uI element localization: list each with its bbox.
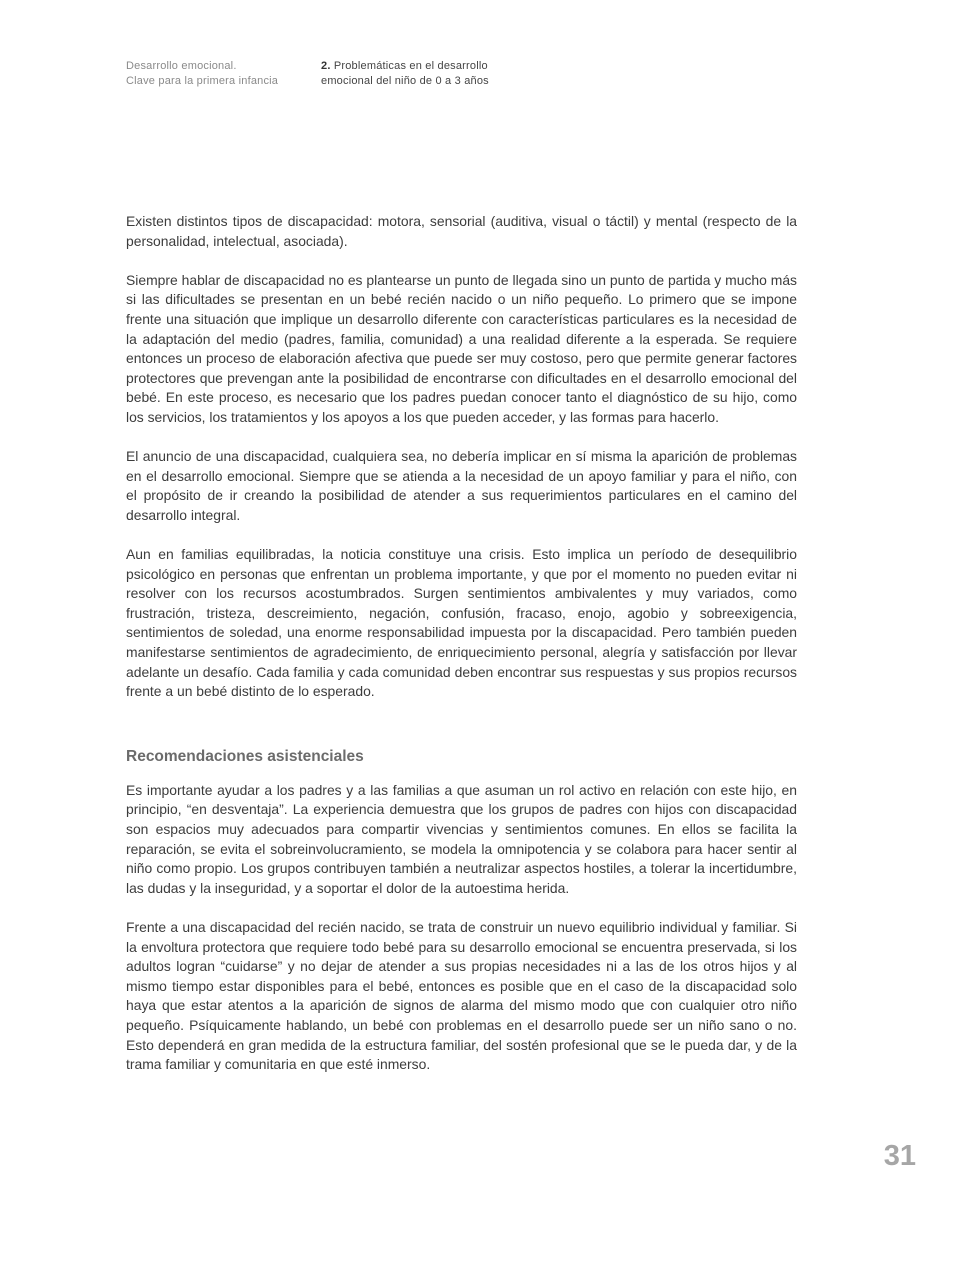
paragraph-family-crisis: Aun en familias equilibradas, la noticia constituye una crisis. Esto implica un período de desequilibrio psicológico en personas que enfrentan un problema importante, y que por el momento no pueden evitar ni resolver con los recursos acostumbrados. Surgen sentimientos ambivalentes y muy variados, como frustración, tristeza, descreimiento, negación, confusión, fracaso, enojo, agobio y sobreexigencia, sentimientos de soledad, una enorme responsabilidad impuesta por la discapacidad. Pero también pueden manifestarse sentimientos de agradecimiento, de enriquecimiento personal, alegría y satisfacción por llevar adelante un desafío. Cada familia y cada comunidad deben encontrar sus respuestas y sus propios recursos frente a un bebé distinto de lo esperado. (126, 546, 797, 700)
paragraph-new-equilibrium: Frente a una discapacidad del recién nacido, se trata de construir un nuevo equilibrio individual y familiar. Si la envoltura protectora que requiere todo bebé para su desarrollo emocional se encuentra preservada, si los adultos logran “cuidarse” y no dejar de atender a sus propias necesidades ni a las de los otros hijos y al mismo tiempo estar disponibles para el bebé, entonces es posible que en el caso de la discapacidad solo haya que estar atentos a la aparición de signos de alarma del mismo modo que con cualquier otro niño pequeño. Psíquicamente hablando, un bebé con problemas en el desarrollo puede ser un niño sano o no. Esto dependerá en gran medida de la estructura familiar, del sostén profesional que se le pueda dar, y de la trama familiar y comunitaria en que esté inmerso. (126, 919, 797, 1073)
chapter-title-line2: emocional del niño de 0 a 3 años (321, 75, 489, 87)
page-number: 31 (883, 1140, 916, 1172)
section-heading: Recomendaciones asistenciales (126, 747, 364, 765)
chapter-title-text1: Problemáticas en el desarrollo (333, 60, 488, 72)
running-header-chapter-title (321, 59, 489, 89)
paragraph-parent-groups: Es importante ayudar a los padres y a las familias a que asuman un rol activo en relación con este hijo, en principio, “en desventaja”. La experiencia demuestra que los grupos de padres con hijos con discapacidad son espacios muy adecuados para compartir vivencias y sentimientos comunes. En ellos se facilita la reparación, se evita el sobreinvolucramiento, se modela la omnipotencia y se colabora para hacer sentir al niño como propio. Los grupos contribuyen también a neutralizar aspectos hostiles, a tolerar la incertidumbre, las dudas y la inseguridad, y a soportar el dolor de la autoestima herida. (126, 781, 797, 896)
book-title-line2: Clave para la primera infancia (126, 75, 279, 87)
book-title-line1: Desarrollo emocional. (126, 60, 237, 72)
page-body (126, 212, 797, 1094)
chapter-number: 2. (321, 60, 331, 72)
paragraph-announcement: El anuncio de una discapacidad, cualquiera sea, no debería implicar en sí misma la aparición de problemas en el desarrollo emocional. Siempre que se atienda a la necesidad de un apoyo familiar y para el niño, con el propósito de ir creando la posibilidad de atender a sus requerimientos particulares en el camino del desarrollo integral. (126, 448, 797, 523)
paragraph-disability-types: Existen distintos tipos de discapacidad: motora, sensorial (auditiva, visual o táctil) y mental (respecto de la personalidad, intelectual, asociada). (126, 213, 797, 249)
running-header-book-title (126, 59, 278, 89)
paragraph-starting-point: Siempre hablar de discapacidad no es plantearse un punto de llegada sino un punto de partida y mucho más si las dificultades se presentan en un bebé recién nacido o un niño pequeño. Lo primero que se impone frente una situación que implique un desarrollo diferente con características particulares es la necesidad de la adaptación del medio (padres, familia, comunidad) a una realidad diferente a la esperada. Se requiere entonces un proceso de elaboración afectiva que puede ser muy costoso, pero que permite generar factores protectores que prevengan ante la posibilidad de encontrarse con dificultades en el desarrollo emocional del bebé. En este proceso, es necesario que los padres puedan conocer tanto el diagnóstico de su hijo, como los servicios, los tratamientos y los apoyos a los que pueden acceder, y las formas para hacerlo. (126, 271, 797, 425)
chapter-title-line1 (321, 59, 489, 74)
